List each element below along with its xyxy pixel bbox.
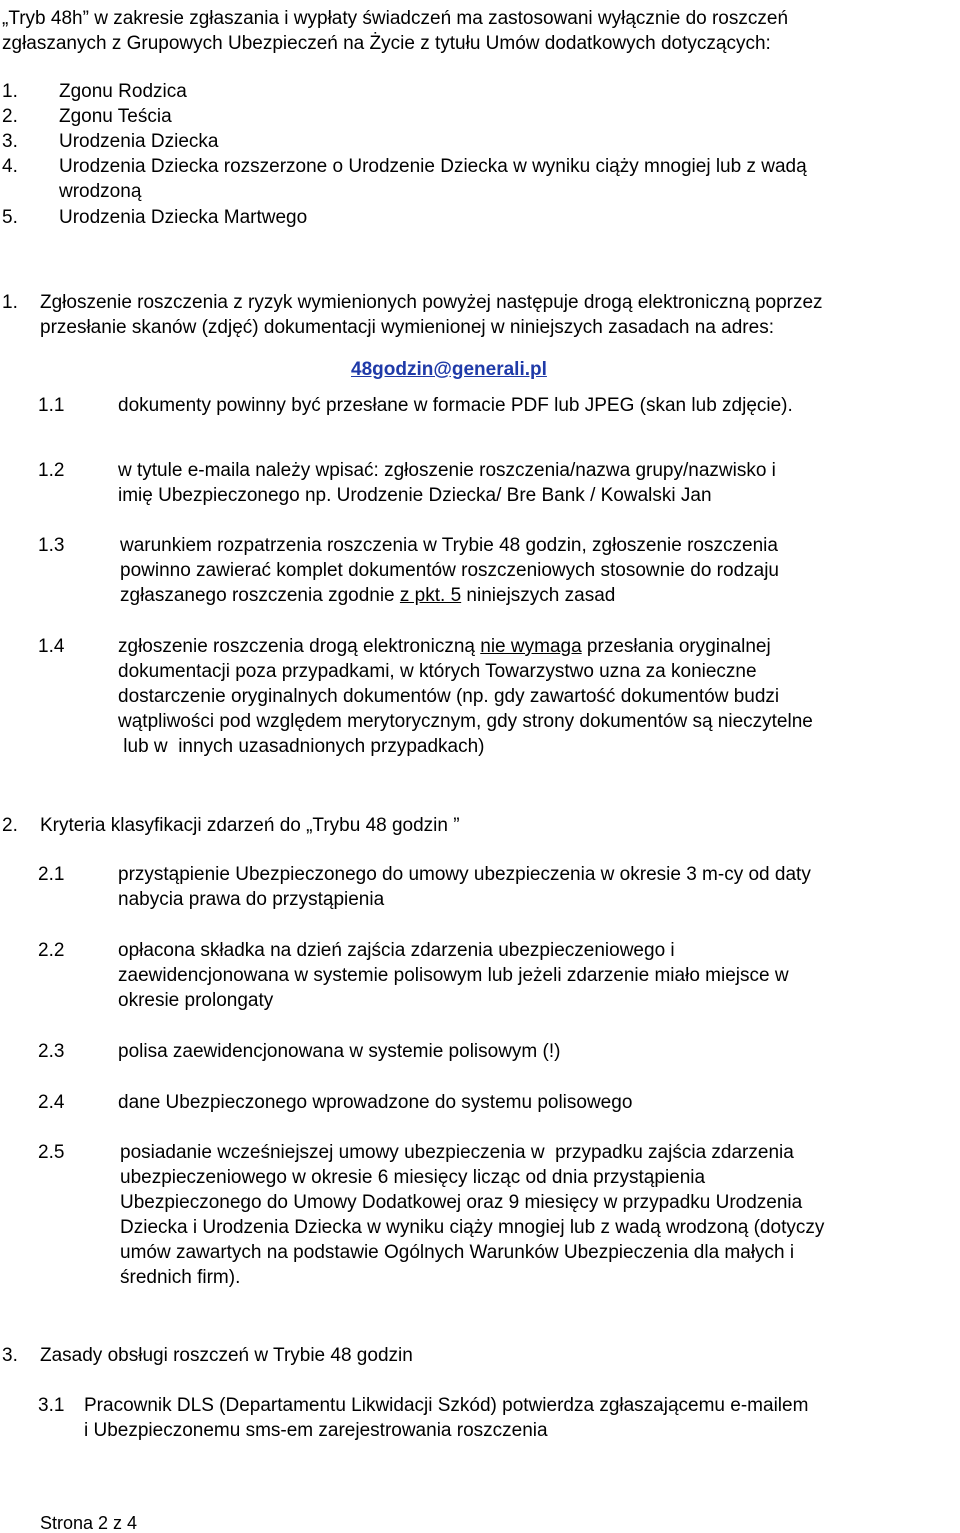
subpoint-line — [120, 583, 779, 608]
rule-line: Pracownik DLS (Departamentu Likwidacji Szkód) potwierdza zgłaszającemu e-mailem — [84, 1395, 809, 1416]
subpoint-line: powinno zawierać komplet dokumentów roszczeniowych stosownie do rodzaju — [120, 560, 779, 581]
subpoint-text-part: niniejszych zasad — [461, 585, 616, 606]
subpoint-number: 1.4 — [38, 636, 65, 657]
subpoint-text — [120, 533, 779, 608]
subpoint-line: imię Ubezpieczonego np. Urodzenie Dziecka/ Bre Bank / Kowalski Jan — [118, 485, 712, 506]
subpoint-number: 1.1 — [38, 395, 65, 416]
section-number: 2. — [2, 815, 18, 836]
section-line: Zgłoszenie roszczenia z ryzyk wymienionych powyżej następuje drogą elektroniczną poprzez — [40, 292, 823, 313]
list-item-line: wrodzoną — [59, 181, 142, 202]
criterion-number: 2.5 — [38, 1142, 65, 1163]
criterion-line: Ubezpieczonego do Umowy Dodatkowej oraz 9 miesięcy w przypadku Urodzenia — [120, 1192, 803, 1213]
list-item-number: 2. — [2, 106, 18, 127]
subpoint-line: warunkiem rozpatrzenia roszczenia w Trybie 48 godzin, zgłoszenie roszczenia — [120, 535, 778, 556]
criterion-number: 2.1 — [38, 864, 65, 885]
list-item-text: Zgonu Rodzica — [59, 81, 187, 102]
list-item-line: Urodzenia Dziecka rozszerzone o Urodzenie Dziecka w wyniku ciąży mnogiej lub z wadą — [59, 156, 807, 177]
email-link[interactable]: 48godzin@generali.pl — [351, 359, 547, 380]
subpoint-number: 1.3 — [38, 535, 65, 556]
intro-paragraph — [2, 6, 788, 56]
section-title: Kryteria klasyfikacji zdarzeń do „Trybu 48 godzin ” — [40, 815, 460, 836]
reference-link[interactable]: z pkt. 5 — [399, 585, 462, 606]
criterion-line: okresie prolongaty — [118, 990, 274, 1011]
emphasis-underline: nie wymaga — [480, 636, 582, 657]
criterion-number: 2.4 — [38, 1092, 65, 1113]
section-text — [40, 290, 823, 340]
criterion-number: 2.2 — [38, 940, 65, 961]
intro-line: „Tryb 48h” w zakresie zgłaszania i wypłaty świadczeń ma zastosowani wyłącznie do roszczeń — [2, 8, 789, 29]
list-item-text — [59, 154, 807, 204]
subpoint-text-part: przesłania oryginalnej — [581, 636, 771, 657]
criterion-number: 2.3 — [38, 1041, 65, 1062]
list-item-number: 5. — [2, 207, 18, 228]
subpoint-line: w tytule e-maila należy wpisać: zgłoszenie roszczenia/nazwa grupy/nazwisko i — [118, 460, 776, 481]
criterion-line: Dziecka i Urodzenia Dziecka w wyniku ciąży mnogiej lub z wadą wrodzoną (dotyczy — [120, 1217, 825, 1238]
subpoint-line: dostarczenie oryginalnych dokumentów (np. gdy zawartość dokumentów budzi — [118, 686, 780, 707]
subpoint-text: dokumenty powinny być przesłane w formacie PDF lub JPEG (skan lub zdjęcie). — [118, 395, 793, 416]
section-number: 3. — [2, 1345, 18, 1366]
rule-number: 3.1 — [38, 1395, 65, 1416]
subpoint-line — [118, 634, 813, 659]
list-item-number: 1. — [2, 81, 18, 102]
subpoint-line: dokumentacji poza przypadkami, w których Towarzystwo uzna za konieczne — [118, 661, 757, 682]
rule-text — [84, 1393, 808, 1443]
criterion-line: zaewidencjonowana w systemie polisowym lub jeżeli zdarzenie miało miejsce w — [118, 965, 789, 986]
criterion-text — [118, 938, 789, 1013]
criterion-text — [118, 862, 811, 912]
list-item-text: Zgonu Teścia — [59, 106, 172, 127]
subpoint-text-part: zgłoszenie roszczenia drogą elektroniczną — [118, 636, 481, 657]
criterion-line: posiadanie wcześniejszej umowy ubezpieczenia w przypadku zajścia zdarzenia — [120, 1142, 794, 1163]
subpoint-text — [118, 634, 813, 759]
criterion-line: średnich firm). — [120, 1267, 241, 1288]
intro-line: zgłaszanych z Grupowych Ubezpieczeń na Życie z tytułu Umów dodatkowych dotyczących: — [2, 33, 771, 54]
list-item-number: 4. — [2, 156, 18, 177]
section-number: 1. — [2, 292, 18, 313]
page-number-footer: Strona 2 z 4 — [40, 1513, 138, 1533]
criterion-line: opłacona składka na dzień zajścia zdarzenia ubezpieczeniowego i — [118, 940, 675, 961]
criterion-line: umów zawartych na podstawie Ogólnych Warunków Ubezpieczenia dla małych i — [120, 1242, 795, 1263]
criterion-line: przystąpienie Ubezpieczonego do umowy ubezpieczenia w okresie 3 m-cy od daty — [118, 864, 811, 885]
subpoint-text-part: zgłaszanego roszczenia zgodnie — [120, 585, 400, 606]
section-title: Zasady obsługi roszczeń w Trybie 48 godzin — [40, 1345, 413, 1366]
criterion-line: nabycia prawa do przystąpienia — [118, 889, 385, 910]
list-item-text: Urodzenia Dziecka — [59, 131, 219, 152]
subpoint-line: wątpliwości pod względem merytorycznym, gdy strony dokumentów są nieczytelne — [118, 711, 813, 732]
criterion-text — [120, 1140, 824, 1290]
subpoint-line: lub w innych uzasadnionych przypadkach) — [118, 736, 485, 757]
criterion-text: dane Ubezpieczonego wprowadzone do systemu polisowego — [118, 1092, 633, 1113]
section-line: przesłanie skanów (zdjęć) dokumentacji wymienionej w niniejszych zasadach na adres: — [40, 317, 774, 338]
criterion-text: polisa zaewidencjonowana w systemie polisowym (!) — [118, 1041, 561, 1062]
list-item-text: Urodzenia Dziecka Martwego — [59, 207, 308, 228]
criterion-line: ubezpieczeniowego w okresie 6 miesięcy licząc od dnia przystąpienia — [120, 1167, 706, 1188]
subpoint-text — [118, 458, 776, 508]
list-item-number: 3. — [2, 131, 18, 152]
rule-line: i Ubezpieczonemu sms-em zarejestrowania roszczenia — [84, 1420, 548, 1441]
subpoint-number: 1.2 — [38, 460, 65, 481]
